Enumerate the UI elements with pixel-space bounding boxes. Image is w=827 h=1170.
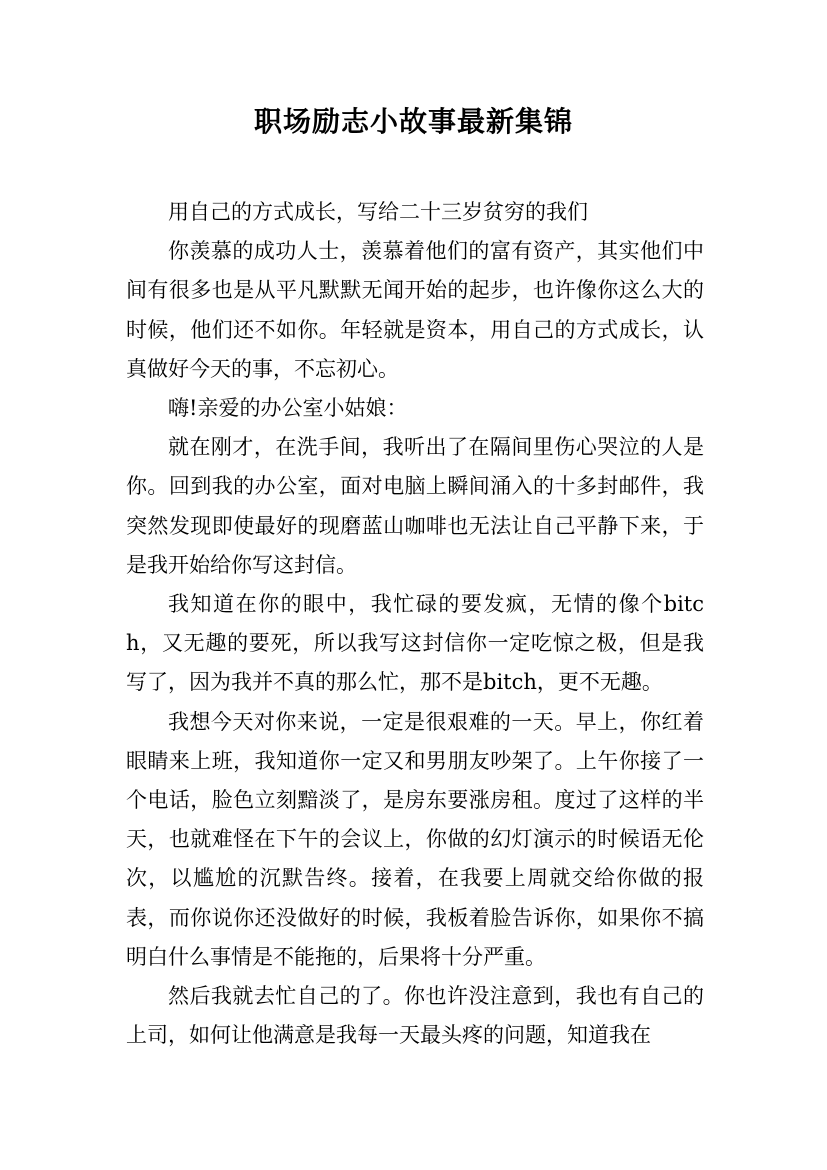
paragraph: 然后我就去忙自己的了。你也许没注意到，我也有自己的上司，如何让他满意是我每一天最头疼的问题，知道我在	[126, 984, 704, 1048]
document-title: 职场励志小故事最新集锦	[253, 105, 573, 138]
paragraph: 用自己的方式成长，写给二十三岁贫穷的我们	[168, 200, 588, 224]
document-body	[126, 193, 704, 1055]
paragraph: 我知道在你的眼中，我忙碌的要发疯，无情的像个bitch，又无趣的要死，所以我写这封信你一定吃惊之极，但是我写了，因为我并不真的那么忙，那不是bitch，更不无趣。	[126, 592, 704, 695]
paragraph: 嗨!亲爱的办公室小姑娘：	[168, 396, 408, 421]
paragraph: 你羡慕的成功人士，羡慕着他们的富有资产，其实他们中间有很多也是从平凡默默无闻开始的起步，也许像你这么大的时候，他们还不如你。年轻就是资本，用自己的方式成长，认真做好今天的事，不忘初心。	[126, 239, 704, 381]
paragraph: 我想今天对你来说，一定是很艰难的一天。早上，你红着眼睛来上班，我知道你一定又和男朋友吵架了。上午你接了一个电话，脸色立刻黯淡了，是房东要涨房租。度过了这样的半天，也就难怪在下午的会议上，你做的幻灯演示的时候语无伦次，以尴尬的沉默告终。接着，在我要上周就交给你做的报表，而你说你还没做好的时候，我板着脸告诉你，如果你不搞明白什么事情是不能拖的，后果将十分严重。	[126, 709, 704, 969]
paragraph: 就在刚才，在洗手间，我听出了在隔间里伤心哭泣的人是你。回到我的办公室，面对电脑上瞬间涌入的十多封邮件，我突然发现即使最好的现磨蓝山咖啡也无法让自己平静下来，于是我开始给你写这封信。	[126, 435, 704, 577]
